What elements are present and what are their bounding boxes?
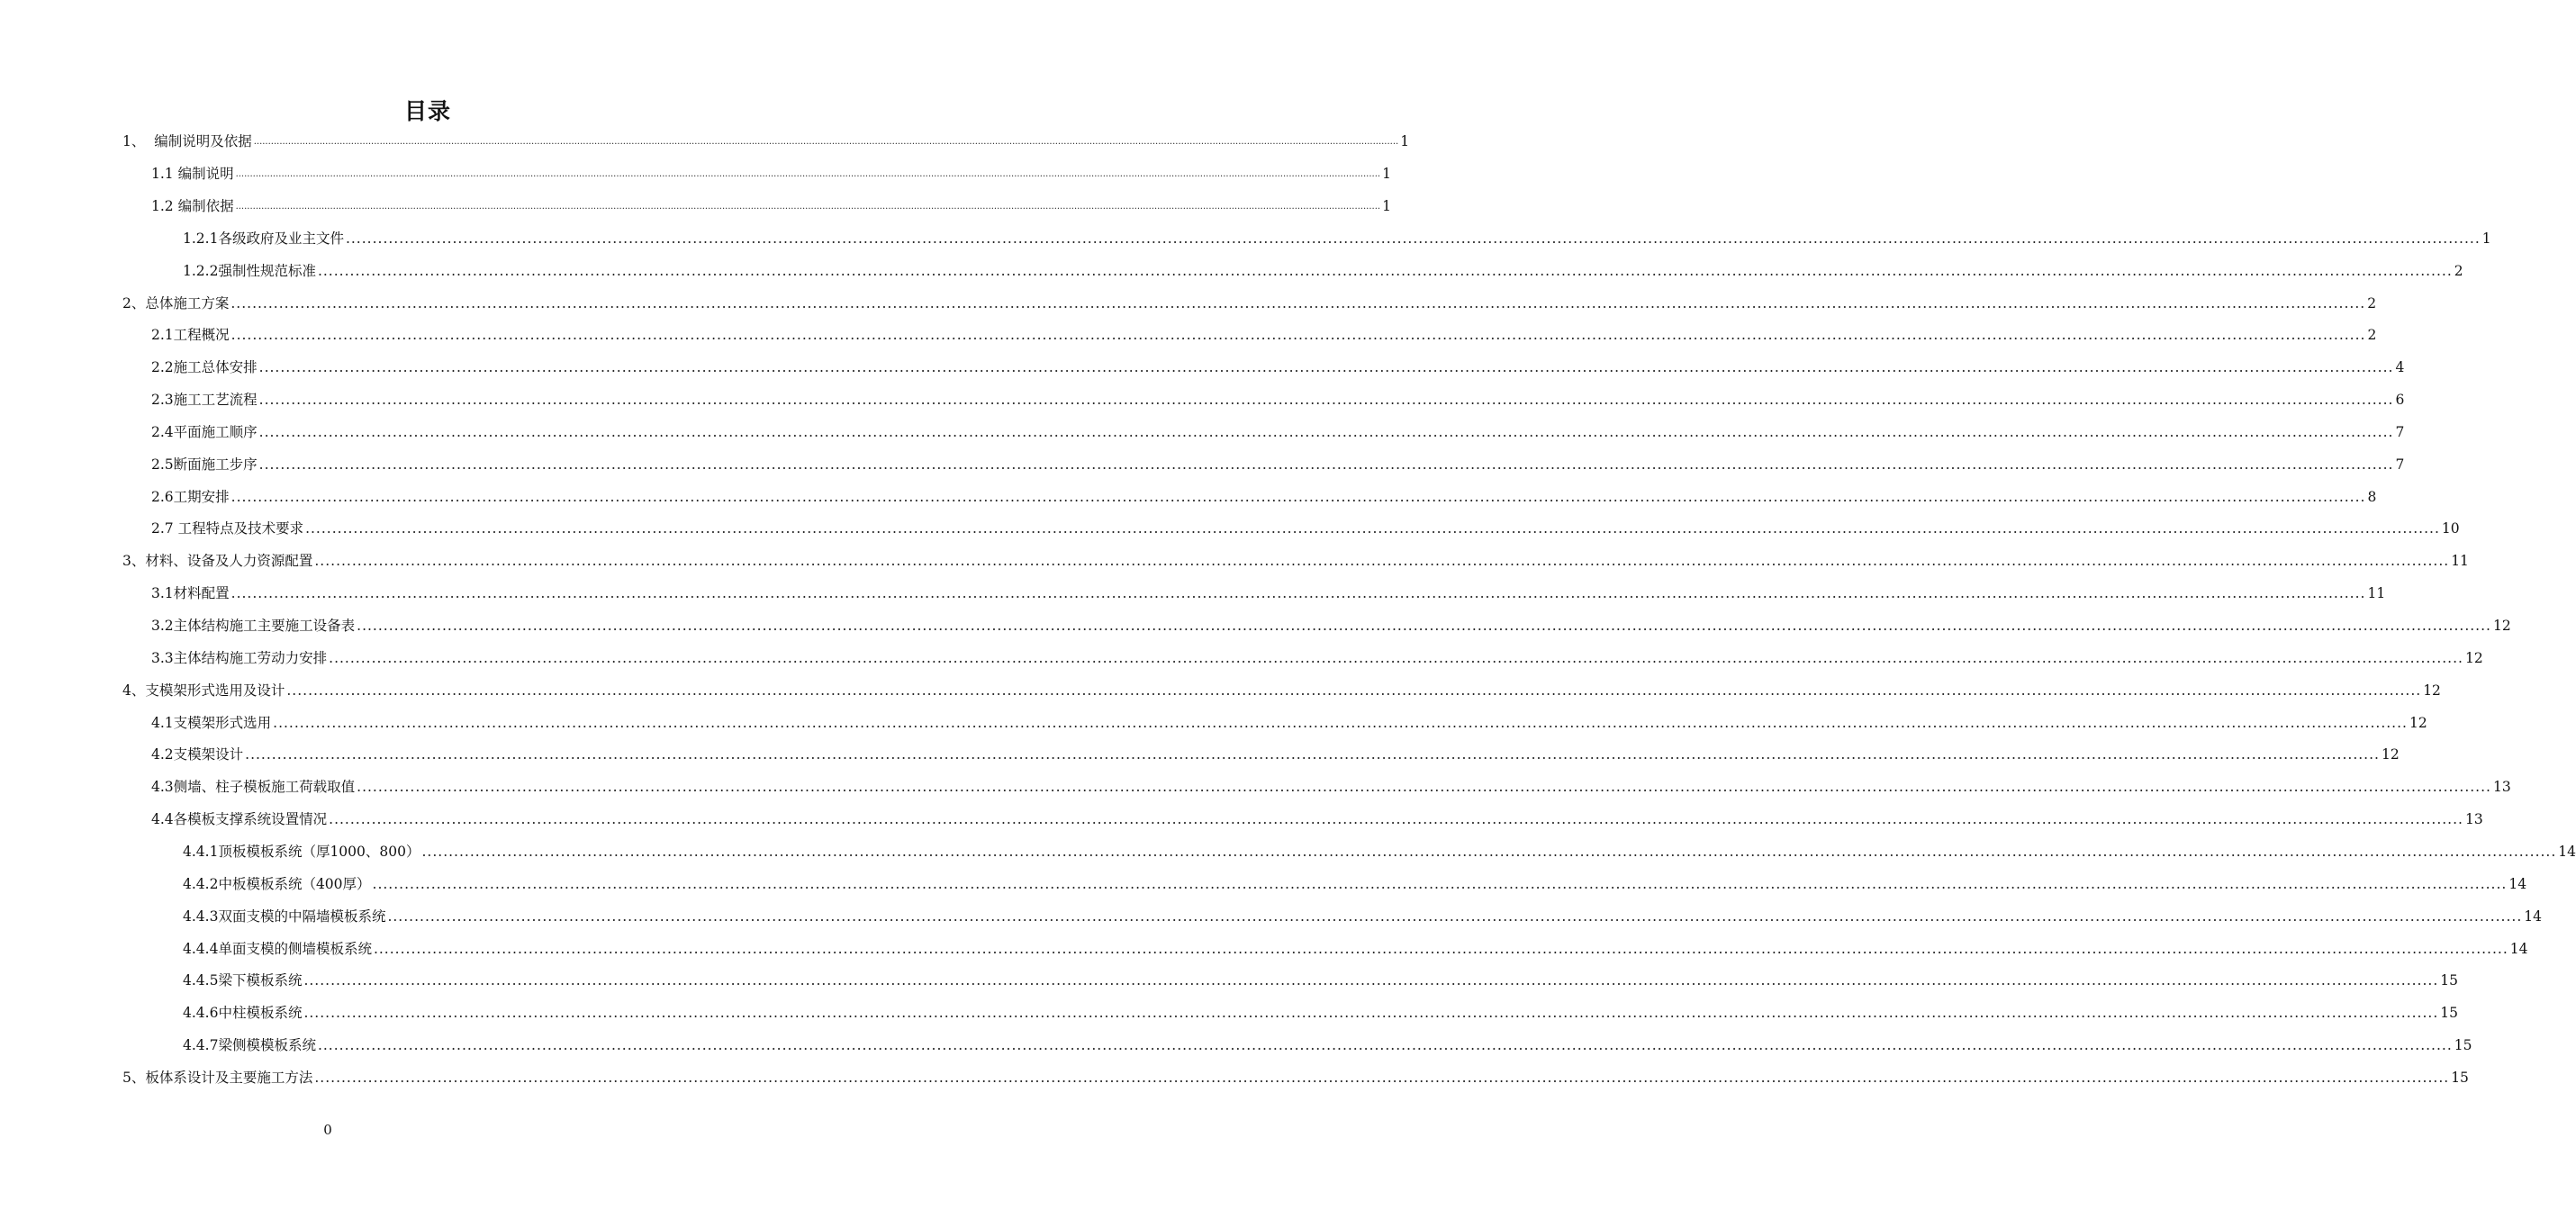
toc-entry[interactable]: [151, 158, 1391, 191]
toc-entry-label: 4、支模架形式选用及设计: [122, 682, 285, 699]
toc-leader-dots: ................................................................................................................................................................................................................................................................................................................................................................................................................: [253, 137, 1399, 147]
toc-entry[interactable]: [122, 674, 2441, 707]
toc-entry-page: 13: [2464, 811, 2483, 828]
toc-entry-page: 14: [2509, 940, 2528, 957]
toc-entry[interactable]: [183, 836, 2576, 869]
toc-leader-dots: ................................................................................................................................................................................................................................................................................................................................................................................................................: [303, 1005, 2439, 1022]
toc-entry-label: 3、材料、设备及人力资源配置: [122, 553, 313, 570]
toc-entry-page: 1: [1382, 197, 1391, 214]
toc-entry-page: 11: [2451, 553, 2469, 570]
toc-entry[interactable]: [151, 610, 2511, 643]
toc-leader-dots: ................................................................................................................................................................................................................................................................................................................................................................................................................: [230, 294, 2366, 312]
toc-leader-dots: ................................................................................................................................................................................................................................................................................................................................................................................................................: [258, 359, 2394, 376]
toc-entry-label: 4.3侧墙、柱子模板施工荷载取值: [151, 779, 356, 796]
toc-entry-page: 12: [2464, 649, 2483, 666]
toc-entry[interactable]: [151, 707, 2427, 739]
toc-leader-dots: ................................................................................................................................................................................................................................................................................................................................................................................................................: [286, 682, 2422, 699]
toc-entry[interactable]: [122, 287, 2377, 320]
toc-entry-page: 15: [2440, 1005, 2458, 1022]
toc-leader-dots: ................................................................................................................................................................................................................................................................................................................................................................................................................: [314, 1069, 2450, 1086]
toc-entry[interactable]: [151, 739, 2400, 772]
toc-entry-page: 10: [2441, 520, 2460, 537]
toc-leader-dots: ................................................................................................................................................................................................................................................................................................................................................................................................................: [230, 585, 2366, 602]
toc-entry[interactable]: [151, 578, 2386, 610]
toc-entry[interactable]: [151, 384, 2405, 417]
toc-entry-label: 2、总体施工方案: [122, 294, 230, 312]
toc-entry-page: 6: [2395, 392, 2405, 409]
toc-entry-label: 2.6工期安排: [151, 488, 230, 505]
toc-entry[interactable]: [183, 1030, 2472, 1062]
toc-entry-page: 7: [2395, 423, 2405, 440]
toc-leader-dots: ................................................................................................................................................................................................................................................................................................................................................................................................................: [357, 618, 2491, 634]
toc-leader-dots: ................................................................................................................................................................................................................................................................................................................................................................................................................: [314, 553, 2450, 570]
toc-entry[interactable]: [151, 320, 2377, 352]
toc-entry[interactable]: [151, 772, 2511, 804]
toc-entry-label: 2.2施工总体安排: [151, 359, 258, 376]
toc-entry[interactable]: [151, 804, 2483, 836]
toc-entry-label: 2.3施工工艺流程: [151, 392, 258, 409]
toc-leader-dots: ................................................................................................................................................................................................................................................................................................................................................................................................................: [258, 423, 2394, 440]
toc-entry[interactable]: [183, 255, 2463, 287]
toc-entry-label: 1.1 编制说明: [151, 166, 234, 183]
toc-entry-label: 1.2.1各级政府及业主文件: [183, 230, 344, 247]
toc-leader-dots: ................................................................................................................................................................................................................................................................................................................................................................................................................: [317, 1037, 2453, 1054]
toc-leader-dots: ................................................................................................................................................................................................................................................................................................................................................................................................................: [230, 488, 2366, 505]
toc-entry[interactable]: [151, 191, 1391, 223]
toc-entry-label: 5、板体系设计及主要施工方法: [122, 1069, 313, 1086]
toc-leader-dots: ................................................................................................................................................................................................................................................................................................................................................................................................................: [273, 714, 2408, 731]
toc-entry-label: 2.1工程概况: [151, 327, 230, 344]
toc-entry-label: 4.2支模架设计: [151, 746, 244, 763]
toc-entry[interactable]: [183, 223, 2491, 256]
toc-entry-page: 1: [1400, 133, 1410, 150]
toc-leader-dots: ................................................................................................................................................................................................................................................................................................................................................................................................................: [317, 262, 2453, 279]
toc-entry-page: 14: [2558, 843, 2576, 860]
toc-leader-dots: ................................................................................................................................................................................................................................................................................................................................................................................................................: [421, 843, 2557, 860]
toc-title: 目录: [403, 98, 451, 124]
toc-leader-dots: ................................................................................................................................................................................................................................................................................................................................................................................................................: [345, 230, 2481, 247]
toc-entry[interactable]: [183, 900, 2542, 933]
toc-entry-label: 4.4.4单面支模的侧墙模板系统: [183, 940, 372, 957]
toc-entry-label: 4.1支模架形式选用: [151, 714, 272, 731]
page-number: 0: [323, 1122, 332, 1138]
toc-entry-page: 12: [2492, 618, 2511, 634]
toc-entry[interactable]: [122, 1062, 2469, 1095]
toc-leader-dots: ................................................................................................................................................................................................................................................................................................................................................................................................................: [372, 875, 2508, 892]
toc-entry-page: 15: [2451, 1069, 2469, 1086]
toc-entry[interactable]: [183, 869, 2527, 901]
toc-entry-page: 12: [2381, 746, 2400, 763]
toc-entry-label: 3.3主体结构施工劳动力安排: [151, 649, 328, 666]
toc-entry-page: 7: [2395, 456, 2405, 473]
toc-entry-page: 8: [2367, 488, 2377, 505]
toc-leader-dots: ................................................................................................................................................................................................................................................................................................................................................................................................................: [235, 201, 1381, 212]
toc-entry[interactable]: [151, 417, 2405, 449]
toc-entry-page: 2: [2367, 327, 2377, 344]
toc-entry[interactable]: [183, 998, 2458, 1030]
toc-entry-label: 4.4.7梁侧模模板系统: [183, 1037, 316, 1054]
toc-entry[interactable]: [151, 643, 2483, 675]
toc-entry[interactable]: [122, 546, 2469, 578]
toc-entry-page: 15: [2440, 972, 2458, 989]
toc-leader-dots: ................................................................................................................................................................................................................................................................................................................................................................................................................: [303, 972, 2439, 989]
toc-entry-label: 1.2 编制依据: [151, 197, 234, 214]
toc-entry-label: 3.2主体结构施工主要施工设备表: [151, 618, 356, 634]
toc-entry[interactable]: [151, 352, 2405, 384]
toc-entry-label: 4.4.6中柱模板系统: [183, 1005, 303, 1022]
toc-leader-dots: ................................................................................................................................................................................................................................................................................................................................................................................................................: [230, 327, 2366, 344]
toc-entry-page: 15: [2454, 1037, 2472, 1054]
toc-leader-dots: ................................................................................................................................................................................................................................................................................................................................................................................................................: [305, 520, 2440, 537]
toc-entry-label: 1.2.2强制性规范标准: [183, 262, 316, 279]
toc-entry-page: 11: [2367, 585, 2386, 602]
toc-entry-page: 14: [2508, 875, 2527, 892]
toc-entry-label: 4.4.1顶板模板系统（厚1000、800）: [183, 843, 420, 860]
toc-entry[interactable]: [151, 481, 2377, 513]
toc-entry-label: 4.4.3双面支模的中隔墙模板系统: [183, 908, 386, 925]
toc-entry-label: 3.1材料配置: [151, 585, 230, 602]
toc-entry-page: 1: [1382, 166, 1391, 183]
toc-entry[interactable]: [183, 965, 2458, 998]
toc-entry-label: 4.4各模板支撑系统设置情况: [151, 811, 328, 828]
toc-entry-label: 2.5断面施工步序: [151, 456, 258, 473]
toc-entry-page: 2: [2454, 262, 2463, 279]
toc-leader-dots: ................................................................................................................................................................................................................................................................................................................................................................................................................: [329, 811, 2463, 828]
toc-entry-label: 1、 编制说明及依据: [122, 133, 252, 150]
toc-entry-page: 2: [2367, 294, 2377, 312]
toc-leader-dots: ................................................................................................................................................................................................................................................................................................................................................................................................................: [373, 940, 2508, 957]
toc-entry-page: 12: [2409, 714, 2427, 731]
toc-leader-dots: ................................................................................................................................................................................................................................................................................................................................................................................................................: [329, 649, 2463, 666]
toc-entry-label: 4.4.5梁下模板系统: [183, 972, 303, 989]
toc-entry-page: 14: [2524, 908, 2542, 925]
toc-entry-page: 12: [2423, 682, 2441, 699]
toc-entry-label: 2.7 工程特点及技术要求: [151, 520, 304, 537]
toc-leader-dots: ................................................................................................................................................................................................................................................................................................................................................................................................................: [245, 746, 2380, 763]
toc-entry-label: 2.4平面施工顺序: [151, 423, 258, 440]
toc-leader-dots: ................................................................................................................................................................................................................................................................................................................................................................................................................: [357, 779, 2491, 796]
toc-entry[interactable]: [151, 513, 2460, 546]
toc-leader-dots: ................................................................................................................................................................................................................................................................................................................................................................................................................: [387, 908, 2523, 925]
toc-entry-label: 4.4.2中板模板系统（400厚）: [183, 875, 371, 892]
toc-entry[interactable]: [122, 126, 1410, 158]
toc-entry-page: 4: [2395, 359, 2405, 376]
toc-entry[interactable]: [151, 449, 2405, 482]
toc-entry-page: 1: [2481, 230, 2491, 247]
toc-leader-dots: ................................................................................................................................................................................................................................................................................................................................................................................................................: [258, 392, 2394, 409]
toc-entry[interactable]: [183, 933, 2528, 965]
toc-entry-page: 13: [2492, 779, 2511, 796]
toc-leader-dots: ................................................................................................................................................................................................................................................................................................................................................................................................................: [235, 168, 1381, 179]
toc-leader-dots: ................................................................................................................................................................................................................................................................................................................................................................................................................: [258, 456, 2394, 473]
